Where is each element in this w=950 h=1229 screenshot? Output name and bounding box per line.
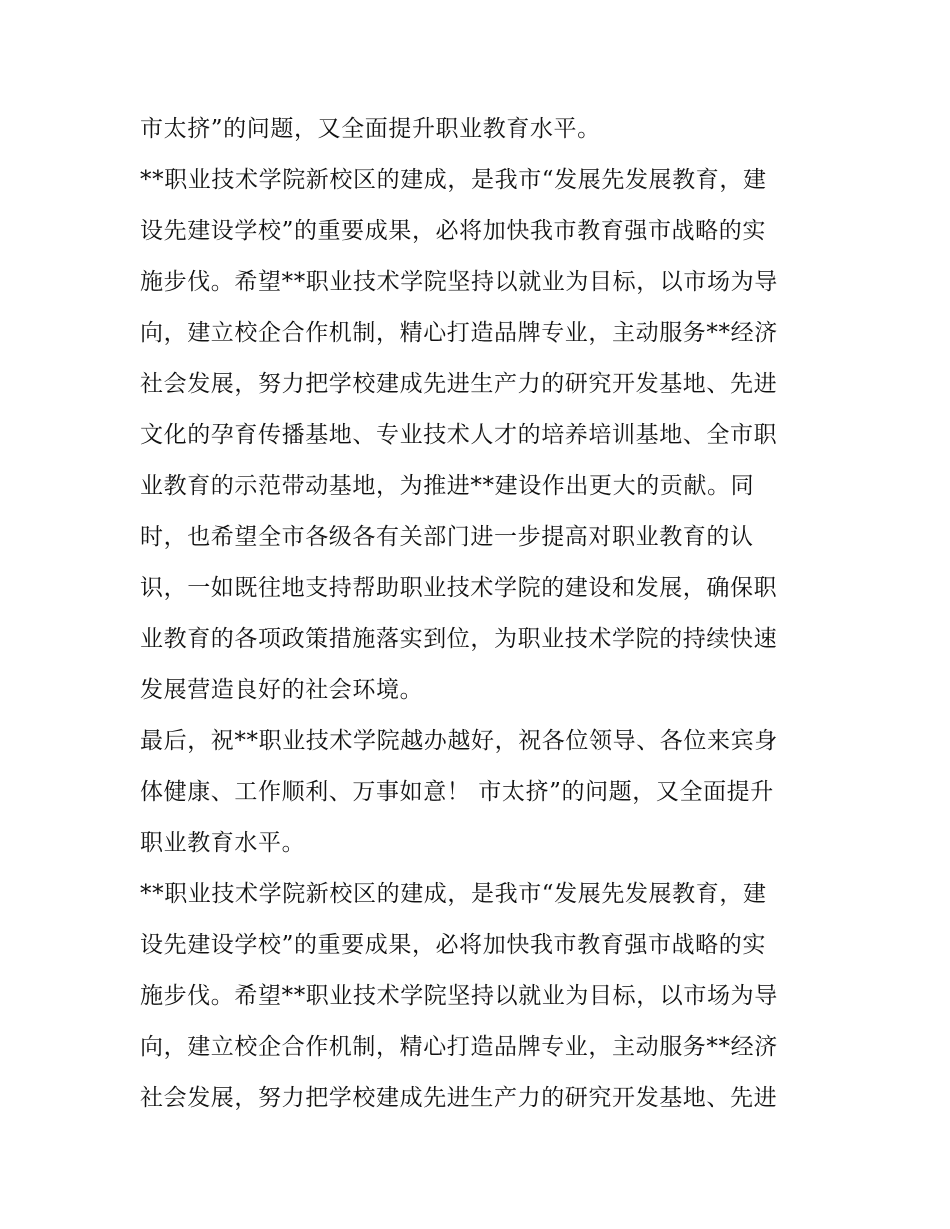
text-line: 体健康、工作顺利、万事如意！ 市太挤”的问题，又全面提升 (140, 779, 774, 805)
text-line: 文化的孕育传播基地、专业技术人才的培养培训基地、全市职 (140, 422, 778, 448)
text-line: 业教育的各项政策措施落实到位，为职业技术学院的持续快速 (140, 626, 778, 652)
text-line: 施步伐。希望**职业技术学院坚持以就业为目标，以市场为导 (140, 983, 778, 1009)
body-text (140, 104, 830, 1124)
text-line: 时，也希望全市各级各有关部门进一步提高对职业教育的认 (140, 524, 754, 550)
text-line: 设先建设学校”的重要成果，必将加快我市教育强市战略的实 (140, 218, 766, 244)
text-line: 市太挤”的问题，又全面提升职业教育水平。 (140, 116, 601, 142)
text-line: 设先建设学校”的重要成果，必将加快我市教育强市战略的实 (140, 932, 766, 958)
text-line: 社会发展，努力把学校建成先进生产力的研究开发基地、先进 (140, 371, 778, 397)
text-line: 业教育的示范带动基地，为推进**建设作出更大的贡献。同 (140, 473, 755, 499)
text-line: 施步伐。希望**职业技术学院坚持以就业为目标，以市场为导 (140, 269, 778, 295)
text-line: 识，一如既往地支持帮助职业技术学院的建设和发展，确保职 (140, 575, 778, 601)
text-line: 向，建立校企合作机制，精心打造品牌专业，主动服务**经济 (140, 1034, 778, 1060)
text-line: 社会发展，努力把学校建成先进生产力的研究开发基地、先进 (140, 1085, 778, 1111)
text-line: 最后，祝**职业技术学院越办越好，祝各位领导、各位来宾身 (140, 728, 778, 754)
text-line: 职业教育水平。 (140, 830, 306, 856)
text-line: **职业技术学院新校区的建成，是我市“发展先发展教育，建 (140, 167, 767, 193)
text-line: **职业技术学院新校区的建成，是我市“发展先发展教育，建 (140, 881, 767, 907)
text-line: 向，建立校企合作机制，精心打造品牌专业，主动服务**经济 (140, 320, 778, 346)
text-line: 发展营造良好的社会环境。 (140, 677, 424, 703)
